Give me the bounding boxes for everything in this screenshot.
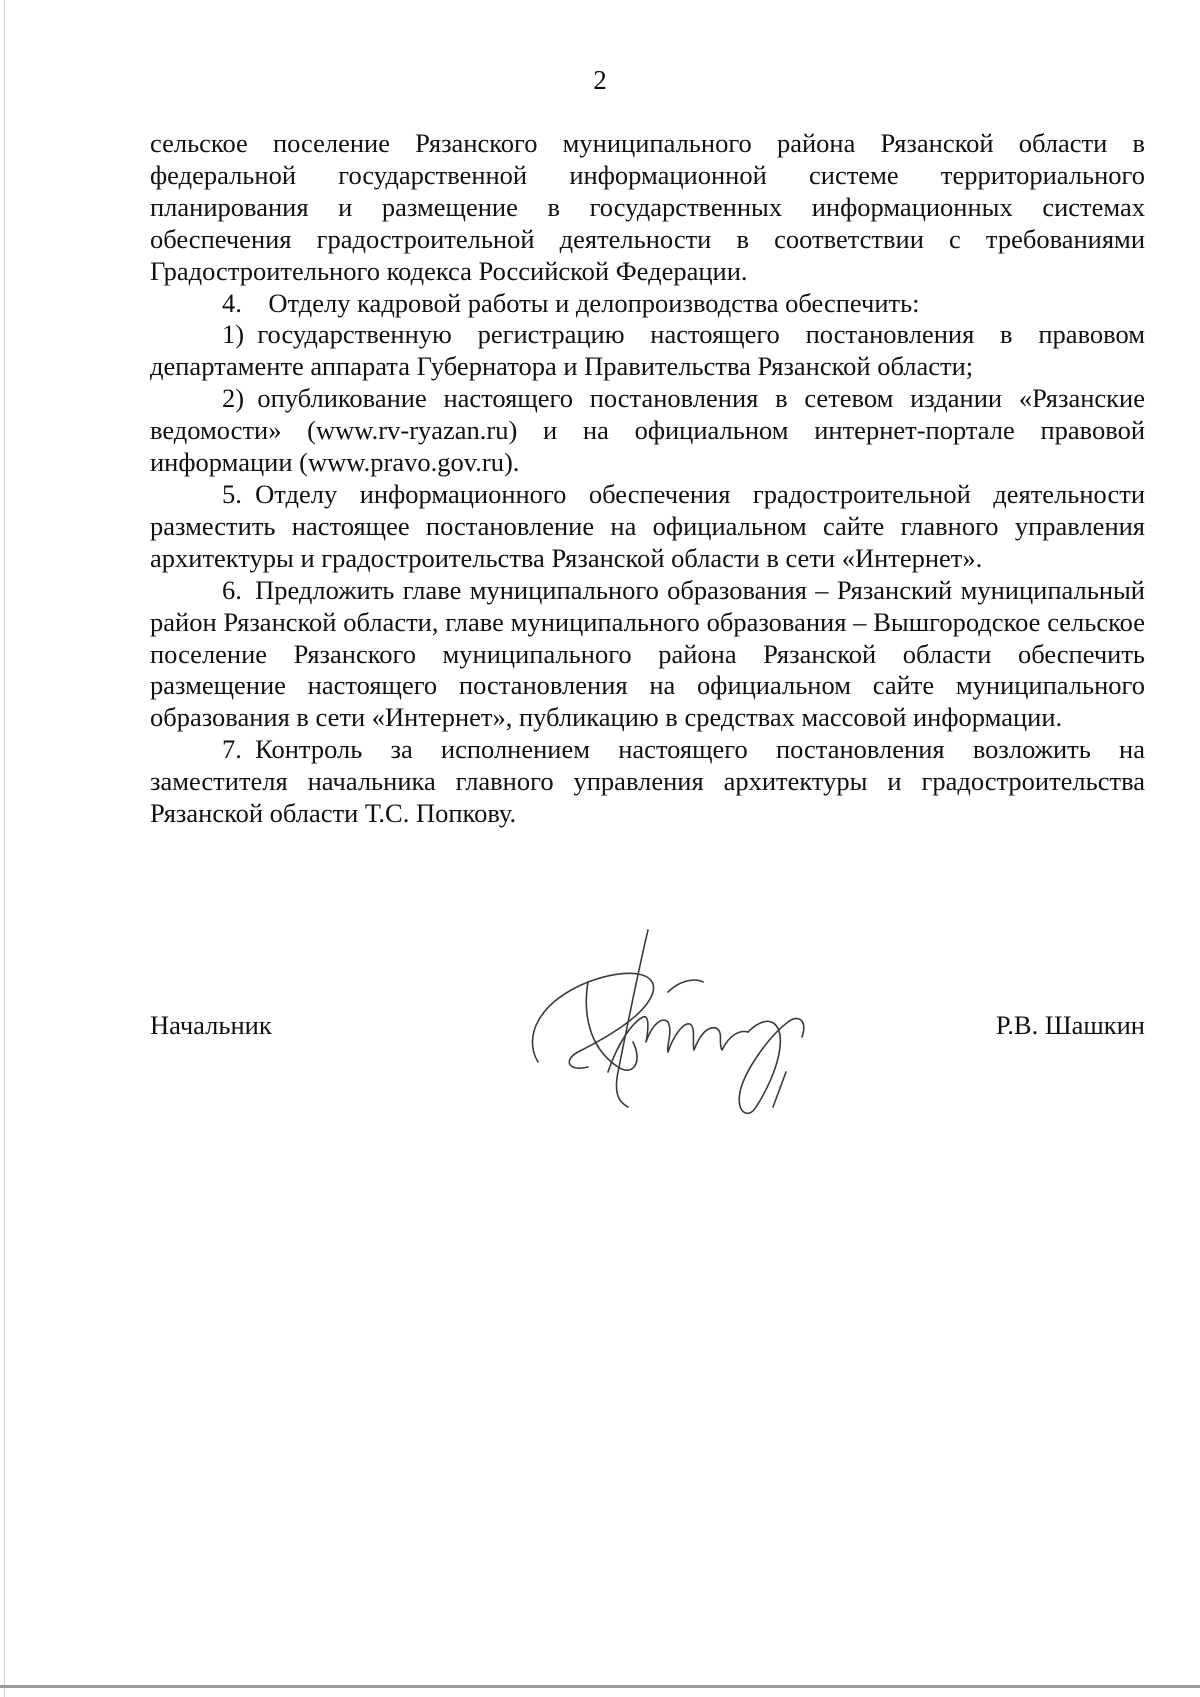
page-number: 2 xyxy=(593,65,607,95)
paragraph-item-4: 4. Отделу кадровой работы и делопроизводства обеспечить: xyxy=(222,287,920,318)
scan-edge-left xyxy=(4,0,5,1697)
paragraph-item-7: 7. Контроль за исполнением настоящего постановления возложить на заместителя начальника главного управления архитектуры и градостроительства Рязанской области Т.С. Попкову. xyxy=(150,734,1145,829)
paragraph-continuation: сельское поселение Рязанского муниципального района Рязанской области в федеральной государственной информационной системе территориального планирования и размещение в государственных информационных системах обеспечения градостроительной деятельности в соответствии с требованиями Градостроительного кодекса Российской Федерации. xyxy=(150,128,1145,286)
paragraph-subitem-1: 1) государственную регистрацию настоящего постановления в правовом департаменте аппарата Губернатора и Правительства Рязанской области; xyxy=(150,319,1145,382)
handwritten-signature xyxy=(468,922,828,1122)
paragraph-item-5: 5. Отделу информационного обеспечения градостроительной деятельности разместить настоящее постановление на официальном сайте главного управления архитектуры и градостроительства Рязанской области в сети «Интернет». xyxy=(150,478,1145,573)
scan-edge-bottom xyxy=(0,1685,1200,1688)
document-body xyxy=(150,128,1145,830)
signer-name: Р.В. Шашкин xyxy=(995,1010,1145,1040)
signer-position: Начальник xyxy=(150,1010,272,1040)
signature-block xyxy=(150,1000,1145,1150)
paragraph-subitem-2: 2) опубликование настоящего постановления в сетевом издании «Рязанские ведомости» (www.rv-ryazan.ru) и на официальном интернет-портале правовой информации (www.pravo.gov.ru). xyxy=(150,383,1145,478)
paragraph-item-6: 6. Предложить главе муниципального образования – Рязанский муниципальный район Рязанской области, главе муниципального образования – Вышгородское сельское поселение Рязанского муниципального района Рязанской области обеспечить размещение настоящего постановления на официальном сайте муниципального образования в сети «Интернет», публикацию в средствах массовой информации. xyxy=(150,574,1145,733)
